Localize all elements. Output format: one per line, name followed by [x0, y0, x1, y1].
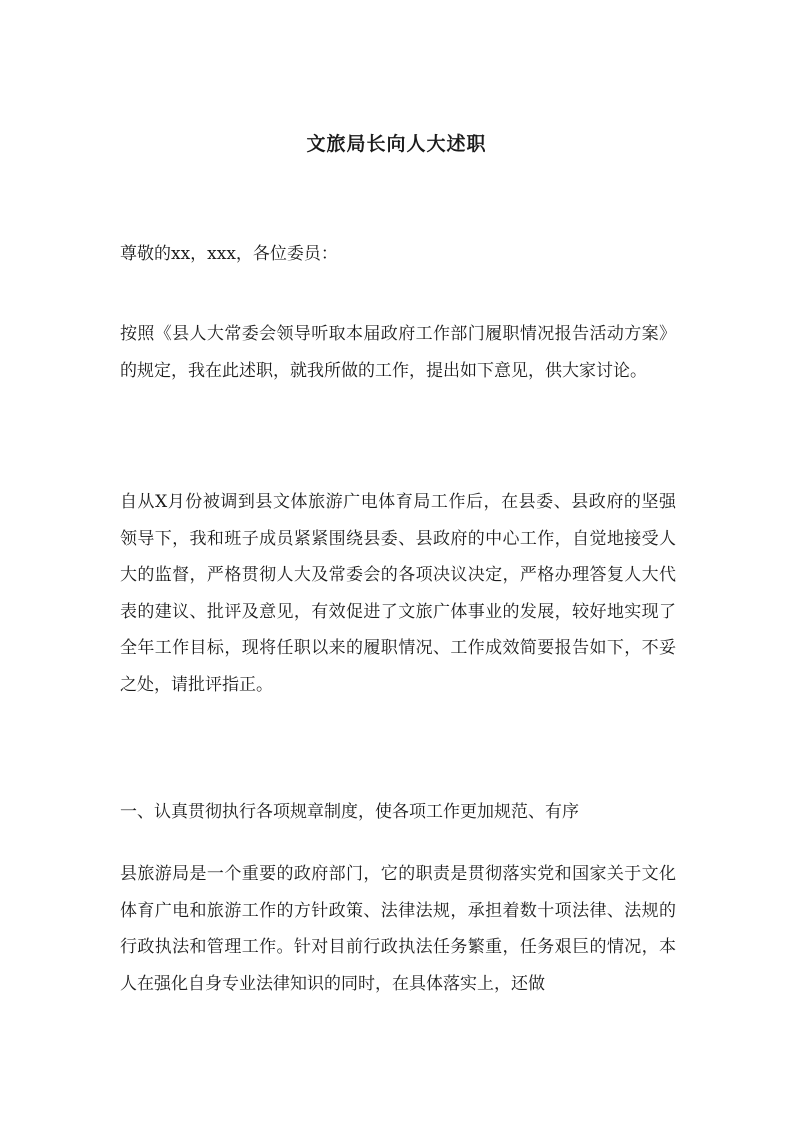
background-paragraph: 自从X月份被调到县文体旅游广电体育局工作后，在县委、县政府的坚强领导下，我和班子成员紧紧围绕县委、县政府的中心工作，自觉地接受人大的监督，严格贯彻人大及常委会的各项决议决定，严格办理答复人大代表的建议、批评及意见，有效促进了文旅广体事业的发展，较好地实现了全年工作目标，现将任职以来的履职情况、工作成效简要报告如下，不妥之处，请批评指正。	[120, 492, 676, 695]
section-1-body-paragraph: 县旅游局是一个重要的政府部门，它的职责是贯彻落实党和国家关于文化体育广电和旅游工作的方针政策、法律法规，承担着数十项法律、法规的行政执法和管理工作。针对目前行政执法任务繁重，任务艰巨的情况，本人在强化自身专业法律知识的同时，在具体落实上，还做	[120, 864, 676, 994]
intro-paragraph: 按照《县人大常委会领导听取本届政府工作部门履职情况报告活动方案》的规定，我在此述职，就我所做的工作，提出如下意见，供大家讨论。	[120, 324, 676, 381]
salutation-paragraph: 尊敬的xx，xxx，各位委员：	[120, 244, 338, 264]
section-heading-1: 一、认真贯彻执行各项规章制度，使各项工作更加规范、有序	[120, 802, 579, 822]
document-title: 文旅局长向人大述职	[306, 133, 487, 155]
